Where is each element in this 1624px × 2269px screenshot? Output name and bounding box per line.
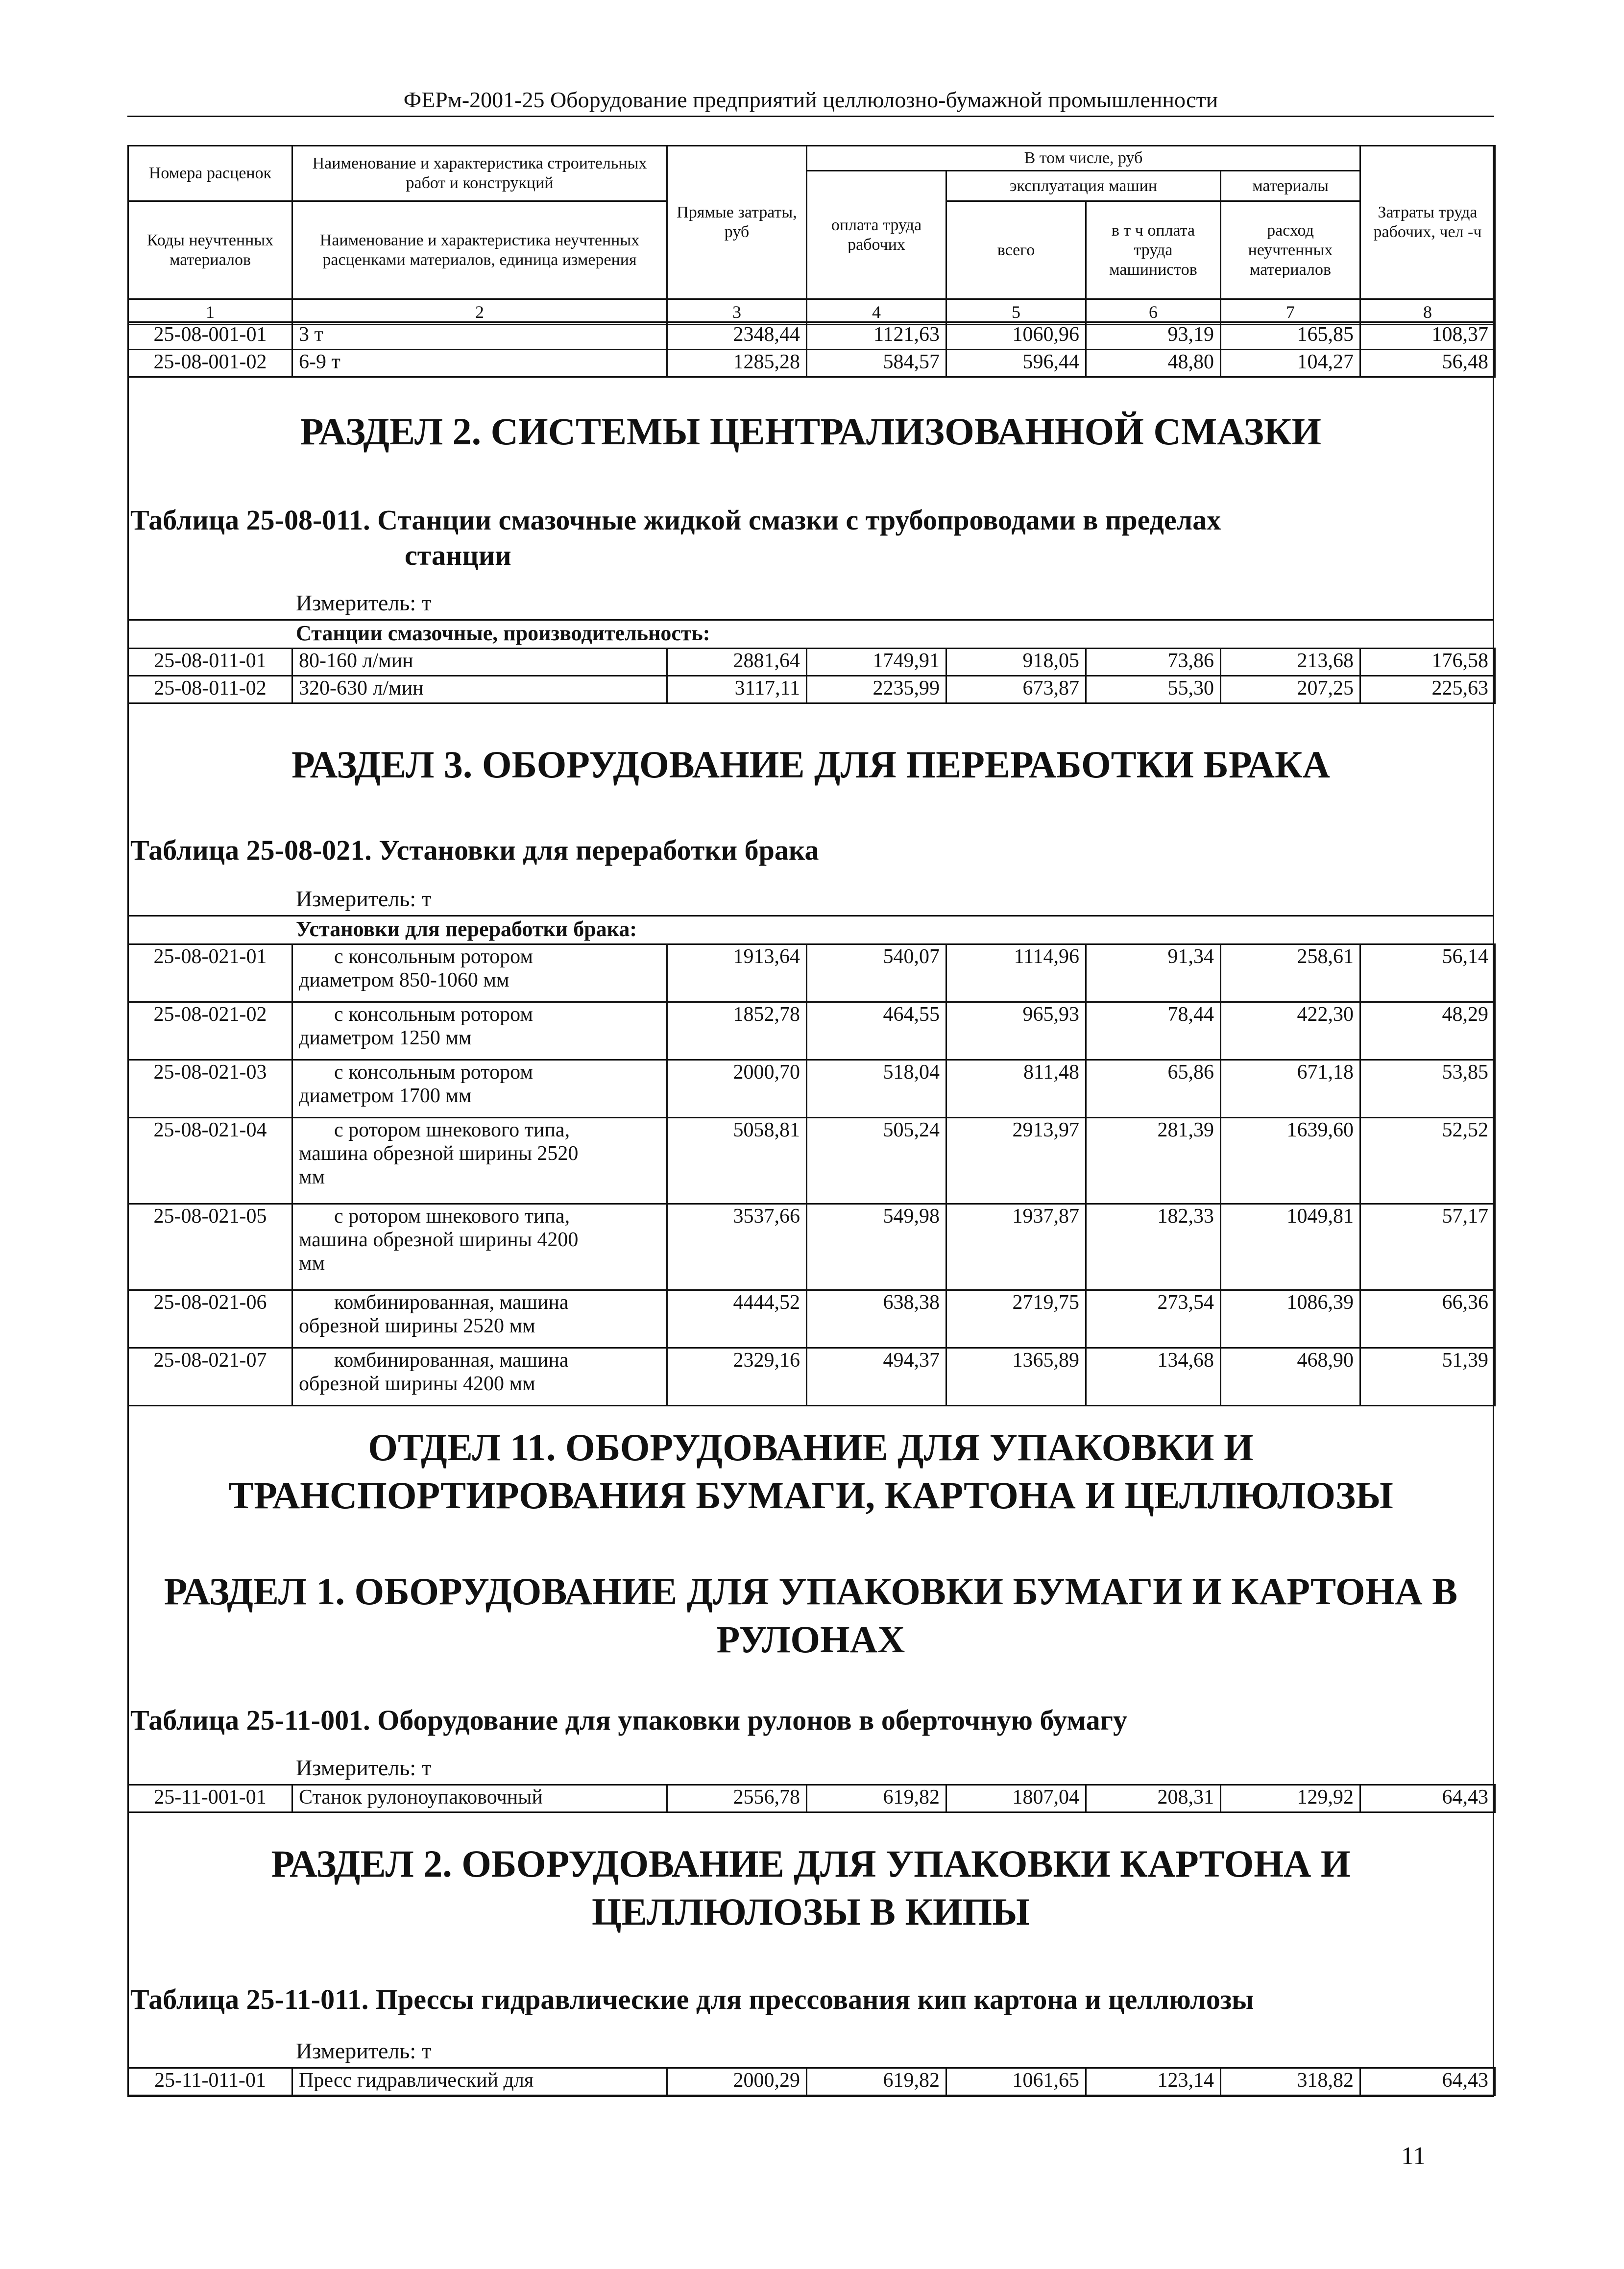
operators-wages: 134,68 [1086,1348,1221,1406]
operators-wages: 281,39 [1086,1118,1221,1204]
item-name [292,1002,667,1060]
labor-wages: 540,07 [807,944,946,1002]
labor-hours: 66,36 [1360,1290,1495,1348]
measure-unit: Измеритель: т [296,886,432,911]
machines-total: 1114,96 [946,944,1086,1002]
machines-total: 1060,96 [946,322,1086,350]
table-row [128,322,1495,350]
table-row [128,944,1495,1002]
col-index: 5 [946,299,1086,325]
materials-cost: 207,25 [1221,676,1360,703]
measure-unit: Измеритель: т [296,2038,432,2063]
item-name-line: диаметром 1700 мм [299,1085,472,1107]
labor-hours: 108,37 [1360,322,1495,350]
col1-bottom-header: Коды неучтенных материалов [128,201,292,299]
section-title-line: ЦЕЛЛЮЛОЗЫ В КИПЫ [592,1890,1030,1933]
rate-code: 25-08-021-04 [128,1118,292,1204]
page-number: 11 [1401,2142,1426,2170]
measure-unit: Измеритель: т [296,1755,432,1780]
machines-total: 1807,04 [946,1785,1086,1812]
col4-header: оплата труда рабочих [807,171,946,299]
category-line: Установки для переработки брака: [129,915,1494,942]
materials-cost: 213,68 [1221,649,1360,676]
col1-top-header: Номера расценок [128,146,292,201]
section-title-line: РАЗДЕЛ 1. ОБОРУДОВАНИЕ ДЛЯ УПАКОВКИ БУМАГИ И КАРТОНА В [164,1570,1458,1613]
measure-unit: Измеритель: т [296,590,432,615]
machines-total: 596,44 [946,350,1086,377]
table-25-08-021 [127,943,1496,1406]
operators-wages: 65,86 [1086,1060,1221,1118]
labor-hours: 64,43 [1360,1785,1495,1812]
table-row [128,1118,1495,1204]
labor-hours: 225,63 [1360,676,1495,703]
labor-hours: 64,43 [1360,2068,1495,2096]
col-index: 4 [807,299,946,325]
rate-code: 25-11-011-01 [128,2068,292,2096]
operators-wages: 123,14 [1086,2068,1221,2096]
group-header: В том числе, руб [807,146,1360,171]
rate-code: 25-08-021-07 [128,1348,292,1406]
materials-cost: 129,92 [1221,1785,1360,1812]
table-row [128,676,1495,703]
item-name-line: с консольным ротором [334,1061,533,1084]
section-title: РАЗДЕЛ 3. ОБОРУДОВАНИЕ ДЛЯ ПЕРЕРАБОТКИ БРАКА [291,743,1330,786]
col-index: 7 [1221,299,1360,325]
item-name-line: с консольным ротором [334,1003,533,1026]
table-title-line: станции [405,539,511,571]
direct-cost: 2329,16 [667,1348,807,1406]
direct-cost: 2000,29 [667,2068,807,2096]
machines-total: 1061,65 [946,2068,1086,2096]
direct-cost: 1913,64 [667,944,807,1002]
rate-code: 25-08-001-02 [128,350,292,377]
operators-wages: 273,54 [1086,1290,1221,1348]
operators-wages: 182,33 [1086,1204,1221,1290]
rate-code: 25-08-001-01 [128,322,292,350]
labor-wages: 1121,63 [807,322,946,350]
col5-header: всего [946,201,1086,299]
table-row [128,1002,1495,1060]
section-title-line: РАЗДЕЛ 2. ОБОРУДОВАНИЕ ДЛЯ УПАКОВКИ КАРТОНА И [271,1842,1351,1885]
item-name [292,1204,667,1290]
rate-code: 25-08-011-02 [128,676,292,703]
direct-cost: 2881,64 [667,649,807,676]
operators-wages: 48,80 [1086,350,1221,377]
materials-cost: 165,85 [1221,322,1360,350]
department-title-line: ОТДЕЛ 11. ОБОРУДОВАНИЕ ДЛЯ УПАКОВКИ И [368,1426,1254,1469]
column-header-table [127,145,1496,325]
labor-wages: 619,82 [807,2068,946,2096]
labor-wages: 584,57 [807,350,946,377]
table-row [128,350,1495,377]
materials-cost: 671,18 [1221,1060,1360,1118]
machines-total: 811,48 [946,1060,1086,1118]
direct-cost: 5058,81 [667,1118,807,1204]
item-name-line: с ротором шнекового типа, [334,1205,570,1228]
machines-total: 1937,87 [946,1204,1086,1290]
operators-wages: 73,86 [1086,649,1221,676]
table-title-line: Таблица 25-08-011. Станции смазочные жидкой смазки с трубопроводами в пределах [130,504,1221,536]
table-25-08-011 [127,648,1496,704]
item-name [292,1060,667,1118]
direct-cost: 4444,52 [667,1290,807,1348]
materials-cost: 1086,39 [1221,1290,1360,1348]
item-name [292,1348,667,1406]
labor-hours: 52,52 [1360,1118,1495,1204]
direct-cost: 3117,11 [667,676,807,703]
table-title [130,503,1482,573]
rate-code: 25-08-021-05 [128,1204,292,1290]
materials-cost: 258,61 [1221,944,1360,1002]
col-index: 6 [1086,299,1221,325]
labor-wages: 549,98 [807,1204,946,1290]
col-index: 2 [292,299,667,325]
direct-cost: 3537,66 [667,1204,807,1290]
item-name-line: с ротором шнекового типа, [334,1119,570,1141]
item-name: 320-630 л/мин [292,676,667,703]
item-name: 3 т [292,322,667,350]
machines-total: 918,05 [946,649,1086,676]
col2-bottom-header: Наименование и характеристика неучтенных расценками материалов, единица измерения [292,201,667,299]
table-title: Таблица 25-11-011. Прессы гидравлические для прессования кип картона и целлюлозы [130,1983,1254,2015]
operators-wages: 55,30 [1086,676,1221,703]
labor-wages: 464,55 [807,1002,946,1060]
labor-hours: 176,58 [1360,649,1495,676]
item-name: 6-9 т [292,350,667,377]
machines-total: 1365,89 [946,1348,1086,1406]
materials-cost: 104,27 [1221,350,1360,377]
machines-header: эксплуатация машин [946,171,1221,201]
direct-cost: 1852,78 [667,1002,807,1060]
labor-wages: 505,24 [807,1118,946,1204]
col-index: 3 [667,299,807,325]
department-title-line: ТРАНСПОРТИРОВАНИЯ БУМАГИ, КАРТОНА И ЦЕЛЛЮЛОЗЫ [228,1474,1393,1517]
department-title [129,1424,1493,1520]
table-row [128,2068,1495,2096]
item-name-line: с консольным ротором [334,945,533,968]
item-name-line: машина обрезной ширины 4200 [299,1229,579,1251]
labor-hours: 56,48 [1360,350,1495,377]
labor-hours: 48,29 [1360,1002,1495,1060]
table-row [128,1348,1495,1406]
item-name: 80-160 л/мин [292,649,667,676]
section-title [129,1840,1493,1936]
item-name-line: обрезной ширины 4200 мм [299,1373,535,1395]
materials-cost: 318,82 [1221,2068,1360,2096]
direct-cost: 2000,70 [667,1060,807,1118]
table-25-11-001 [127,1784,1496,1813]
labor-wages: 619,82 [807,1785,946,1812]
labor-hours: 57,17 [1360,1204,1495,1290]
table-row [128,1290,1495,1348]
labor-hours: 51,39 [1360,1348,1495,1406]
rate-code: 25-08-021-01 [128,944,292,1002]
labor-hours: 56,14 [1360,944,1495,1002]
category-line: Станции смазочные, производительность: [129,619,1494,646]
materials-cost: 1049,81 [1221,1204,1360,1290]
labor-wages: 494,37 [807,1348,946,1406]
table-row [128,1060,1495,1118]
col-index: 8 [1360,299,1495,325]
labor-wages: 2235,99 [807,676,946,703]
item-name-line: машина обрезной ширины 2520 [299,1142,579,1165]
col6-header: в т ч оплата труда машинистов [1086,201,1221,299]
item-name-line: комбинированная, машина [334,1349,569,1372]
rate-code: 25-08-011-01 [128,649,292,676]
running-head: ФЕРм-2001-25 Оборудование предприятий целлюлозно-бумажной промышленности [403,87,1218,112]
materials-cost: 468,90 [1221,1348,1360,1406]
col-index: 1 [128,299,292,325]
item-name: Пресс гидравлический для [292,2068,667,2096]
table-25-08-001 [127,321,1496,378]
direct-cost: 2348,44 [667,322,807,350]
section-title-line: РУЛОНАХ [716,1618,905,1661]
operators-wages: 93,19 [1086,322,1221,350]
col2-top-header: Наименование и характеристика строительных работ и конструкций [292,146,667,201]
section-title [129,1568,1493,1664]
table-25-11-011 [127,2067,1496,2096]
labor-wages: 638,38 [807,1290,946,1348]
rate-code: 25-08-021-06 [128,1290,292,1348]
item-name-line: мм [299,1166,325,1188]
table-title: Таблица 25-11-001. Оборудование для упаковки рулонов в оберточную бумагу [130,1704,1127,1736]
operators-wages: 91,34 [1086,944,1221,1002]
rate-code: 25-11-001-01 [128,1785,292,1812]
item-name-line: мм [299,1252,325,1275]
operators-wages: 78,44 [1086,1002,1221,1060]
rate-code: 25-08-021-03 [128,1060,292,1118]
machines-total: 2719,75 [946,1290,1086,1348]
machines-total: 673,87 [946,676,1086,703]
section-title: РАЗДЕЛ 2. СИСТЕМЫ ЦЕНТРАЛИЗОВАННОЙ СМАЗКИ [300,410,1322,453]
labor-wages: 1749,91 [807,649,946,676]
item-name-line: диаметром 1250 мм [299,1027,472,1049]
item-name-line: обрезной ширины 2520 мм [299,1315,535,1337]
materials-cost: 1639,60 [1221,1118,1360,1204]
labor-wages: 518,04 [807,1060,946,1118]
col7-header: расход неучтенных материалов [1221,201,1360,299]
direct-cost: 2556,78 [667,1785,807,1812]
item-name [292,1118,667,1204]
running-head-rule [127,116,1494,117]
machines-total: 965,93 [946,1002,1086,1060]
table-title: Таблица 25-08-021. Установки для переработки брака [130,834,819,866]
table-row [128,649,1495,676]
materials-cost: 422,30 [1221,1002,1360,1060]
item-name [292,944,667,1002]
item-name [292,1290,667,1348]
direct-cost: 1285,28 [667,350,807,377]
machines-total: 2913,97 [946,1118,1086,1204]
materials-header: материалы [1221,171,1360,201]
labor-hours: 53,85 [1360,1060,1495,1118]
item-name-line: диаметром 850-1060 мм [299,969,509,991]
rate-code: 25-08-021-02 [128,1002,292,1060]
operators-wages: 208,31 [1086,1785,1221,1812]
item-name: Станок рулоноупаковочный [292,1785,667,1812]
item-name-line: комбинированная, машина [334,1291,569,1314]
table-row [128,1785,1495,1812]
col3-header: Прямые затраты, руб [667,146,807,299]
col8-header: Затраты труда рабочих, чел -ч [1360,146,1495,299]
table-row [128,1204,1495,1290]
